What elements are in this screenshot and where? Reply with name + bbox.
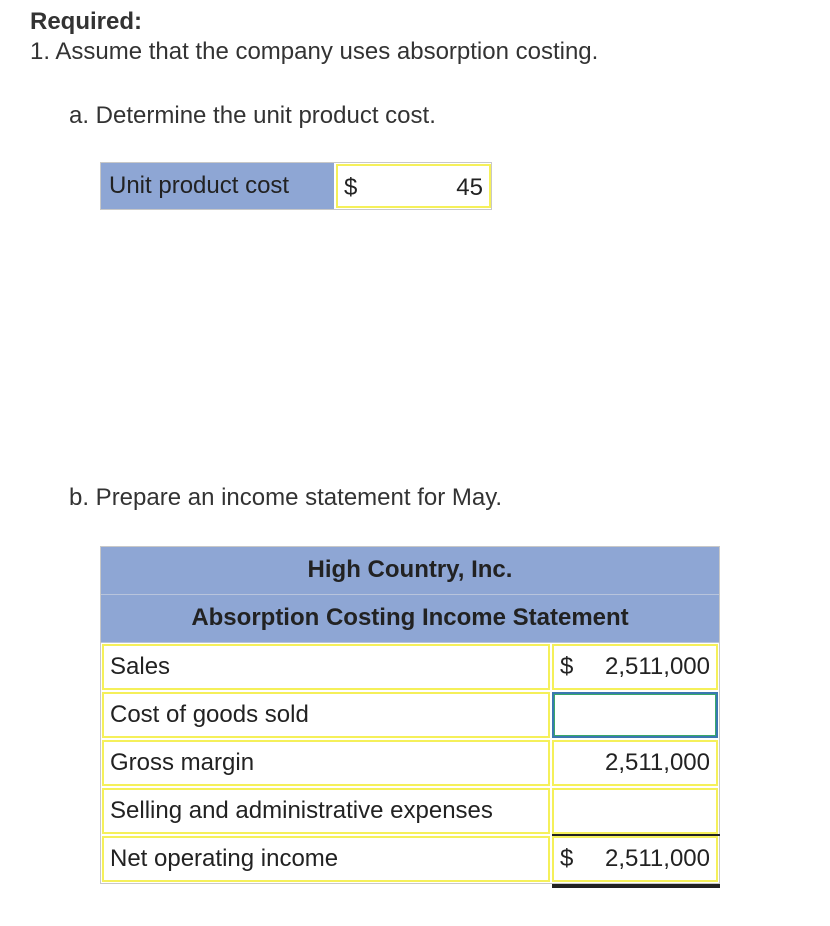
company-name-header: High Country, Inc.	[101, 547, 719, 595]
row-label-gross-margin[interactable]: Gross margin	[102, 740, 550, 786]
unit-product-cost-input[interactable]	[336, 164, 491, 208]
cogs-amount-input[interactable]	[552, 692, 718, 738]
table-row-net-operating-income	[101, 835, 719, 883]
table-row-sales	[101, 643, 719, 691]
double-underline	[552, 884, 720, 888]
unit-product-cost-label: Unit product cost	[101, 163, 334, 209]
part-a-text: a. Determine the unit product cost.	[69, 102, 436, 129]
currency-symbol: $	[560, 653, 574, 680]
gross-margin-amount-input[interactable]	[552, 740, 718, 786]
table-row-gross-margin	[101, 739, 719, 787]
statement-title-header: Absorption Costing Income Statement	[101, 595, 719, 643]
unit-product-cost-value: 45	[456, 174, 483, 201]
required-heading: Required:	[30, 8, 143, 35]
sales-amount-input[interactable]	[552, 644, 718, 690]
net-operating-income-amount-value: 2,511,000	[605, 845, 710, 872]
income-statement-table	[100, 546, 720, 884]
gross-margin-amount-value: 2,511,000	[605, 749, 710, 776]
table-row-cogs	[101, 691, 719, 739]
sales-amount-value: 2,511,000	[605, 653, 710, 680]
question-1-text: 1. Assume that the company uses absorption costing.	[30, 38, 599, 65]
row-label-selling-admin[interactable]: Selling and administrative expenses	[102, 788, 550, 834]
currency-symbol: $	[560, 845, 574, 872]
row-label-net-operating-income[interactable]: Net operating income	[102, 836, 550, 882]
table-row-selling-admin	[101, 787, 719, 835]
row-label-cogs[interactable]: Cost of goods sold	[102, 692, 550, 738]
unit-product-cost-table	[100, 162, 492, 210]
row-label-sales[interactable]: Sales	[102, 644, 550, 690]
currency-symbol: $	[344, 174, 358, 201]
selling-admin-amount-input[interactable]	[552, 788, 718, 834]
part-b-text: b. Prepare an income statement for May.	[69, 484, 503, 511]
net-operating-income-amount-input[interactable]	[552, 836, 718, 882]
